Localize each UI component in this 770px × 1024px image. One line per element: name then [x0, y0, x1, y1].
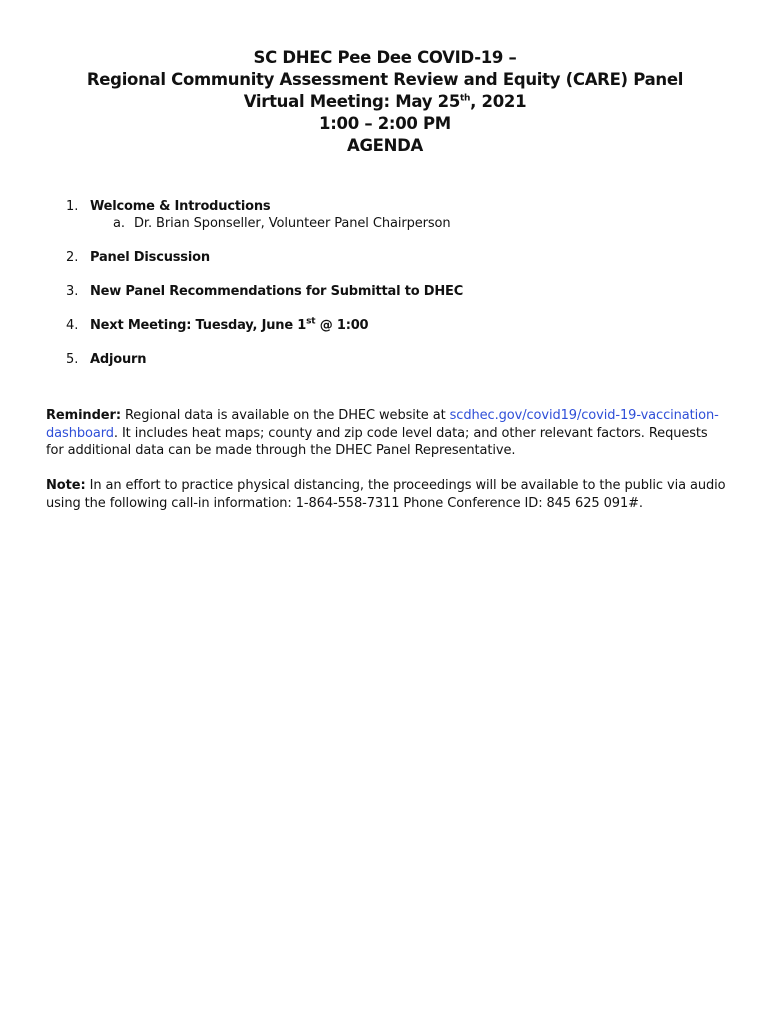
document-title: [0, 47, 770, 157]
note-label: Note:: [46, 478, 86, 493]
agenda-item-label: Welcome & Introductions: [90, 199, 271, 214]
agenda-list: [66, 198, 463, 385]
agenda-item-number: 5.: [66, 352, 79, 367]
agenda-heading: AGENDA: [346, 136, 424, 155]
agenda-item-2: [66, 249, 463, 266]
note-paragraph: [46, 477, 726, 512]
agenda-item-label: Panel Discussion: [90, 250, 210, 265]
meeting-date-prefix: Virtual Meeting: May 25: [243, 92, 461, 111]
agenda-item-label: Adjourn: [90, 352, 147, 367]
title-line-2: Regional Community Assessment Review and Equity (CARE) Panel: [86, 70, 684, 89]
next-meeting-prefix: Next Meeting: Tuesday, June 1: [90, 318, 307, 333]
reminder-label: Reminder:: [46, 408, 121, 423]
agenda-item-label: New Panel Recommendations for Submittal to DHEC: [90, 284, 464, 299]
agenda-item-number: 4.: [66, 318, 79, 333]
agenda-item-number: 3.: [66, 284, 79, 299]
reminder-paragraph: [46, 407, 726, 460]
agenda-item-1: [66, 198, 463, 232]
agenda-item-number: 1.: [66, 199, 79, 214]
next-meeting-suffix: @ 1:00: [315, 318, 369, 333]
meeting-date-suffix: , 2021: [470, 92, 527, 111]
reminder-text-before: Regional data is available on the DHEC website at: [120, 408, 450, 423]
note-text: In an effort to practice physical distancing, the proceedings will be available to the public via audio using the following call-in information: 1-864-558-7311 Phone Conference ID: 845 625 091#.: [46, 478, 726, 511]
next-meeting-ordinal: st: [306, 316, 316, 327]
agenda-item-label: [90, 318, 368, 333]
agenda-item-number: 2.: [66, 250, 79, 265]
agenda-sub-item: [113, 215, 463, 232]
meeting-date: [0, 91, 770, 113]
meeting-time: 1:00 – 2:00 PM: [319, 114, 451, 133]
sub-item-text: Dr. Brian Sponseller, Volunteer Panel Chairperson: [134, 216, 451, 231]
agenda-item-5: [66, 351, 463, 368]
reminder-text-after: . It includes heat maps; county and zip code level data; and other relevant factors. Requests for additional data can be made through the DHEC Panel Representative.: [46, 425, 708, 458]
sub-item-letter: a.: [113, 216, 125, 231]
agenda-item-3: [66, 283, 463, 300]
title-line-1: SC DHEC Pee Dee COVID-19 –: [253, 48, 517, 67]
dashboard-link[interactable]: scdhec.gov/covid19/covid-19-vaccination-dashboard: [46, 408, 719, 441]
meeting-date-ordinal: th: [460, 93, 471, 104]
agenda-item-4: [66, 317, 463, 334]
